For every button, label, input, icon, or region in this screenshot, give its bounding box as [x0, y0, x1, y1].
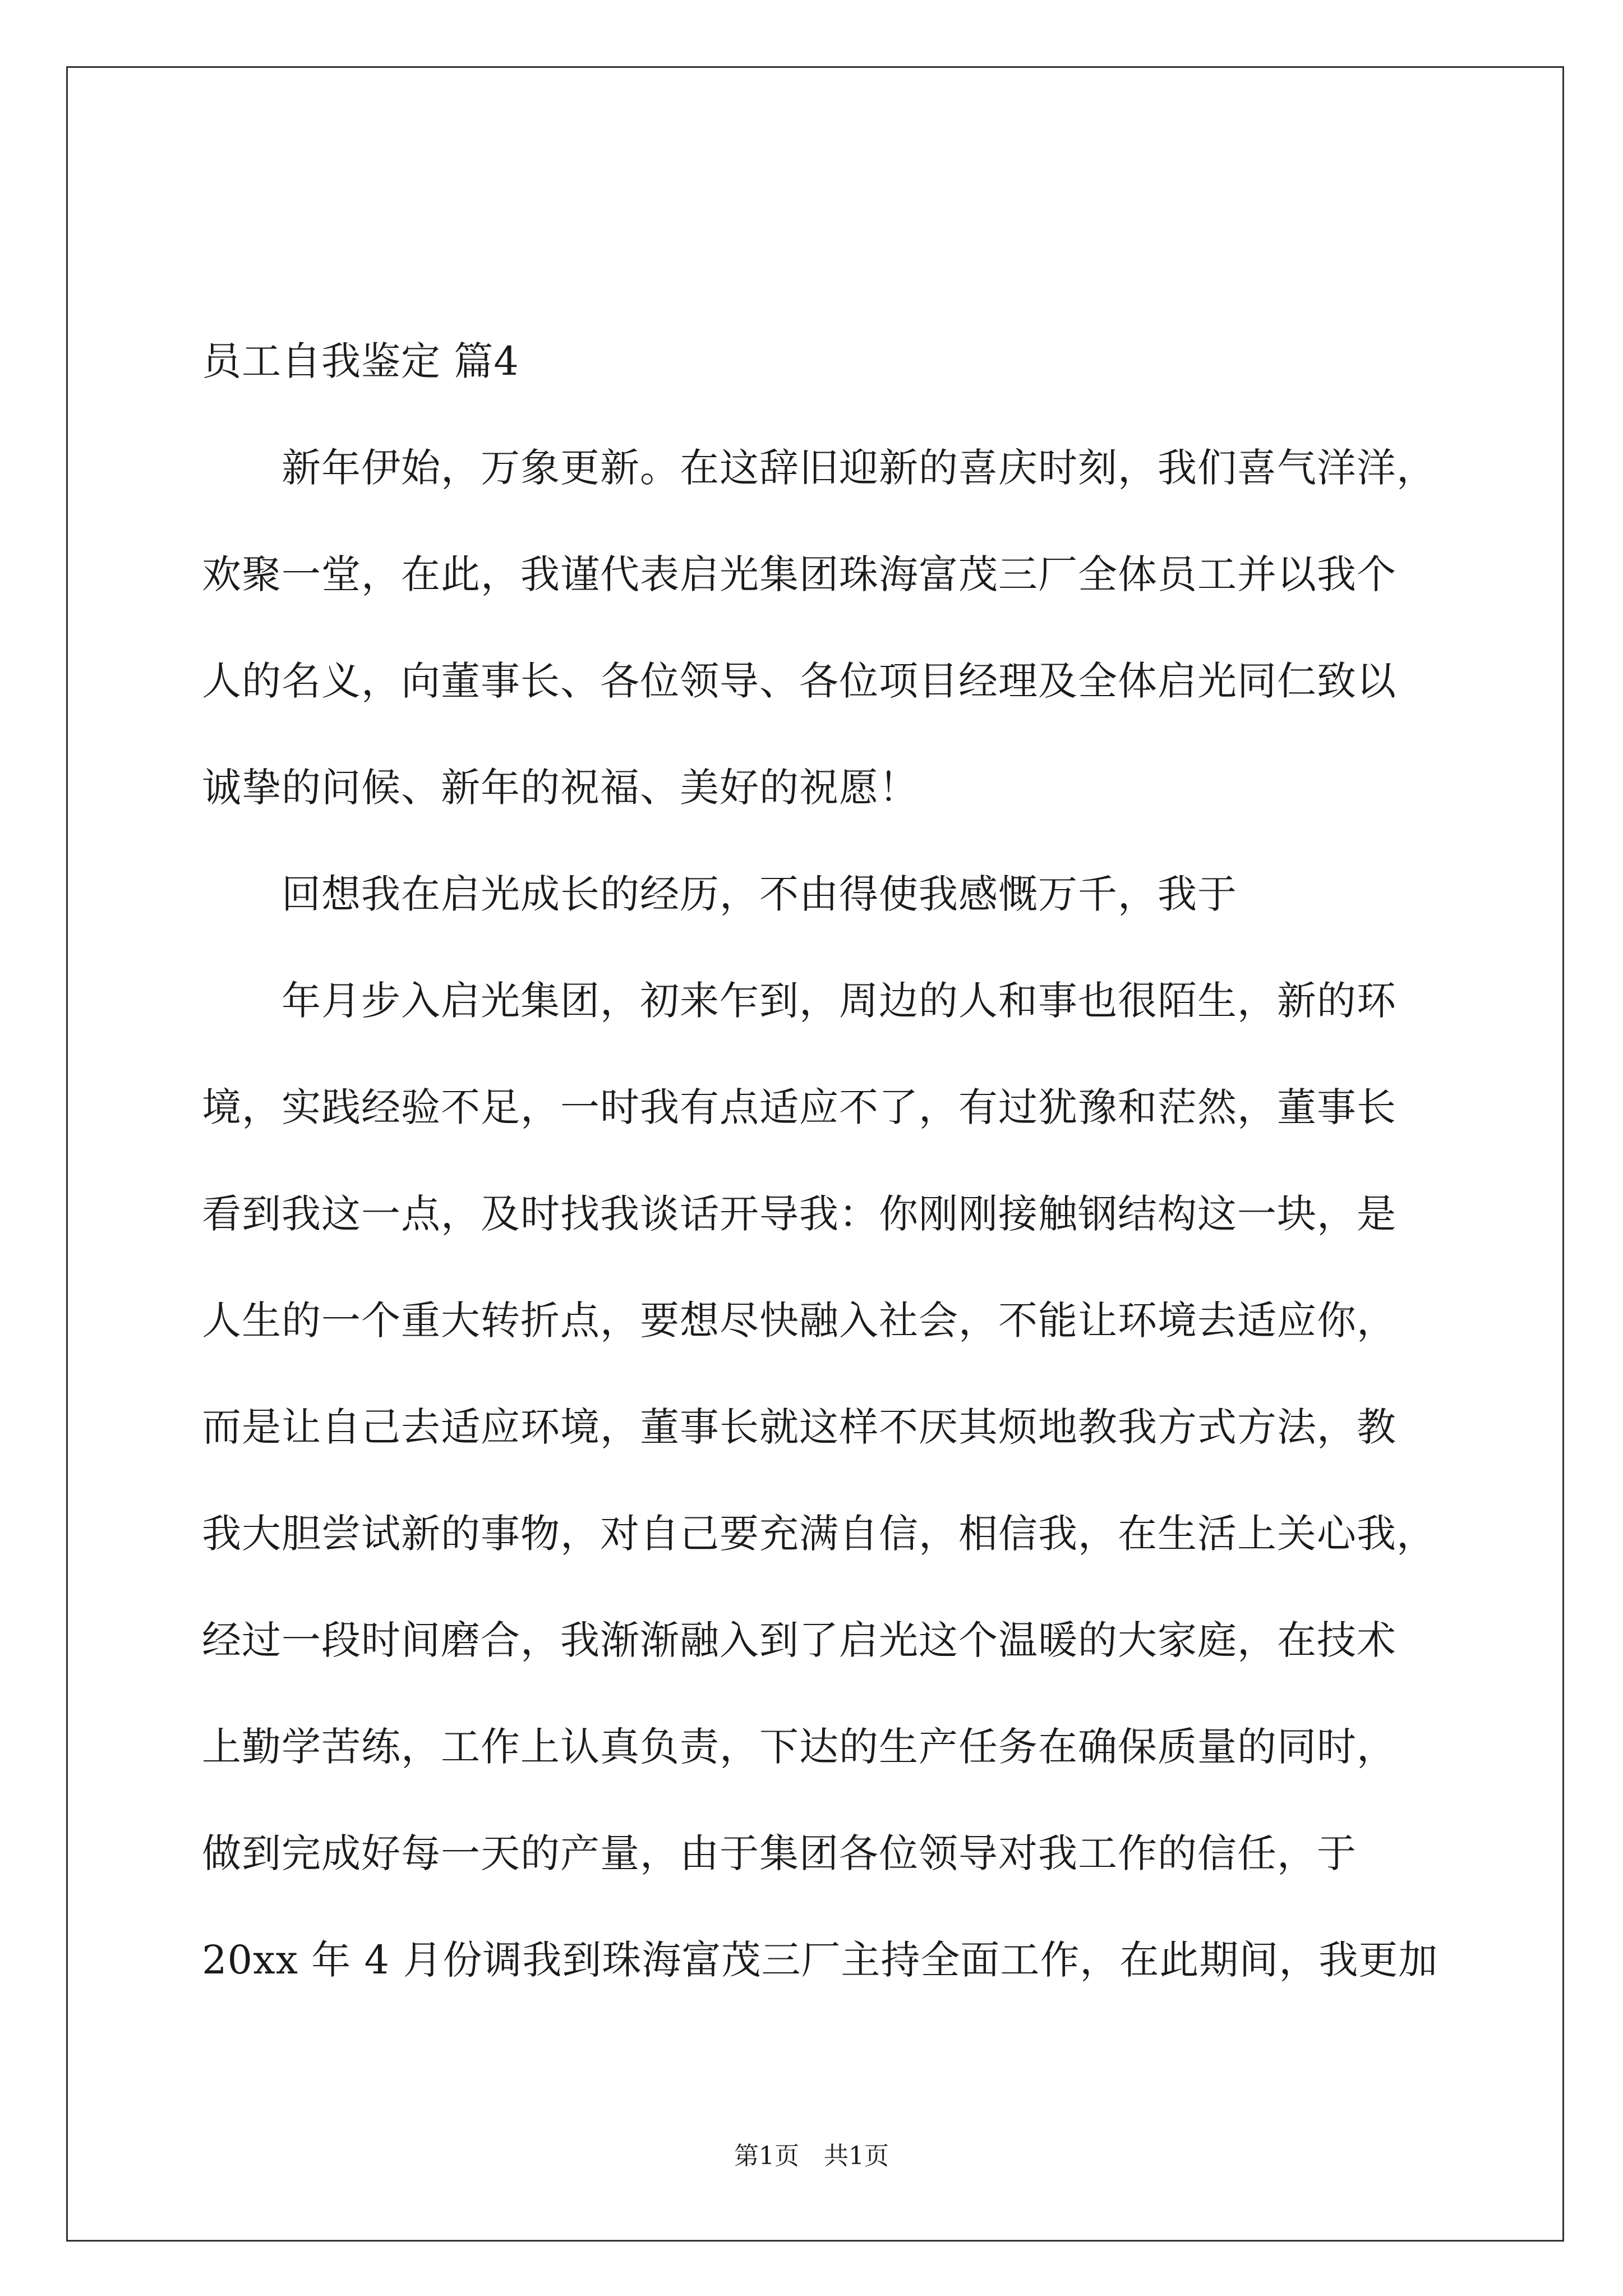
text-line: 20xx 年 4 月份调我到珠海富茂三厂主持全面工作，在此期间，我更加	[202, 1937, 1438, 1983]
text-line: 经过一段时间磨合，我渐渐融入到了启光这个温暖的大家庭，在技术	[202, 1617, 1396, 1663]
text-line: 新年伊始，万象更新。在这辞旧迎新的喜庆时刻，我们喜气洋洋，	[282, 445, 1436, 491]
document-body	[202, 308, 1537, 2013]
text-line: 看到我这一点，及时找我谈话开导我：你刚刚接触钢结构这一块，是	[202, 1191, 1396, 1237]
page-footer: 第1页 共1页	[734, 2142, 889, 2170]
text-line: 诚挚的问候、新年的祝福、美好的祝愿！	[202, 765, 919, 811]
paragraph	[202, 841, 1537, 947]
text-line: 人的名义，向董事长、各位领导、各位项目经理及全体启光同仁致以	[202, 658, 1396, 704]
text-line: 人生的一个重大转折点，要想尽快融入社会，不能让环境去适应你，	[202, 1297, 1396, 1343]
text-line: 欢聚一堂，在此，我谨代表启光集团珠海富茂三厂全体员工并以我个	[202, 551, 1396, 597]
text-line: 我大胆尝试新的事物，对自己要充满自信，相信我，在生活上关心我，	[202, 1511, 1436, 1557]
text-line: 做到完成好每一天的产量，由于集团各位领导对我工作的信任，于	[202, 1830, 1357, 1876]
text-line: 年月步入启光集团，初来乍到，周边的人和事也很陌生，新的环	[282, 978, 1396, 1024]
document-title: 员工自我鉴定 篇4	[202, 338, 519, 384]
paragraph	[202, 415, 1537, 841]
text-line: 境，实践经验不足，一时我有点适应不了，有过犹豫和茫然，董事长	[202, 1084, 1396, 1130]
text-line: 回想我在启光成长的经历，不由得使我感慨万千，我于	[282, 871, 1237, 917]
paragraph	[202, 947, 1537, 2013]
text-line: 上勤学苦练，工作上认真负责，下达的生产任务在确保质量的同时，	[202, 1724, 1396, 1770]
text-line: 而是让自己去适应环境，董事长就这样不厌其烦地教我方式方法，教	[202, 1404, 1396, 1450]
